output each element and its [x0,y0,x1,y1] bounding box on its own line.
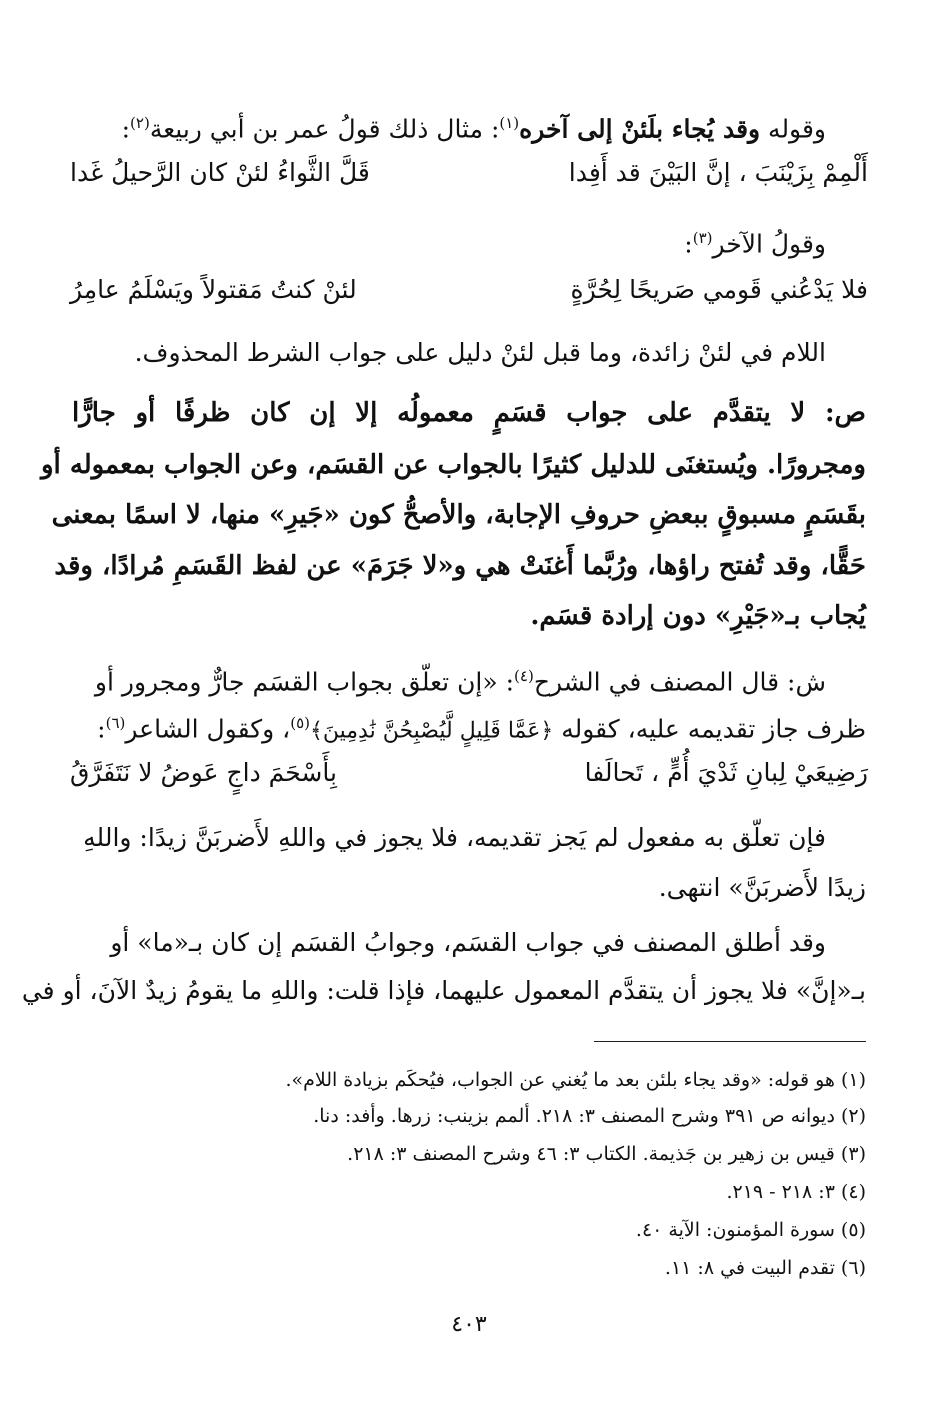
sharh-line-5: زيدًا لأَضربَنَّ» انتهى. [658,873,866,902]
quoted-phrase: وقد يُجاء بلَئنْ إلى آخره [519,114,761,144]
verse-1-hemistich-1: أَلْمِمْ بِزَيْنَبَ ، إنَّ البَيْنَ قد أَفِدا [568,158,868,187]
text-span: : مثال ذلك قولُ عمر بن أبي ربيعة [149,114,500,144]
footnote-1: (١) هو قوله: «وقد يجاء بلئن بعد ما يُغني عن الجواب، فيُحكَم بزيادة اللام». [285,1069,866,1091]
matn-line-4: حَقًّا، وقد تُفتح راؤها، ورُبَّما أَغنَتْ هي و«لا جَرَمَ» عن لفظ القَسَمِ مُرادًا، وقد [54,551,866,581]
matn-line-3: بقَسَمٍ مسبوقٍ ببعضِ حروفِ الإجابة، والأصحُّ كون «جَيرِ» منها، لا اسمًا بمعنى [51,500,866,530]
verse-1-hemistich-2: قَلَّ الثَّواءُ لئنْ كان الرَّحيلُ غَدا [70,158,370,187]
sharh-line-7: بـ«إنَّ» فلا يجوز أن يتقدَّم المعمول عليهما، فإذا قلت: واللهِ ما يقومُ زيدٌ الآنَ، أو في [21,976,866,1005]
footnote-ref-3[interactable]: (٣) [692,229,713,247]
text-span: : [121,114,131,144]
footnote-ref-6[interactable]: (٦) [105,714,126,732]
footnote-separator [594,1041,866,1042]
footnote-ref-4[interactable]: (٤) [514,667,534,685]
quran-verse: ﴿عَمَّا قَلِيلٍ لَّيُصْبِحُنَّ نَٰدِمِينَ﴾ [310,718,554,744]
text-line-1 [72,105,826,147]
page-number: ٤٠٣ [451,1312,487,1337]
text-span: : «إن تعلّق بجواب القسَم جارٌّ ومجرور أو [94,667,515,697]
sharh-line-6: وقد أطلق المصنف في جواب القسَم، وجوابُ القسَم إن كان بـ«ما» أو [110,928,826,957]
text-span: وقولُ الآخر [712,229,826,259]
text-line-3 [72,220,826,262]
footnote-4: (٤) ٣: ٢١٨ - ٢١٩. [726,1181,866,1203]
text-span: ، وكقول الشاعر [125,714,291,744]
sharh-line-2 [72,705,866,749]
verse-1 [70,155,868,191]
footnote-ref-1[interactable]: (١) [499,114,520,132]
text-span: ظرف جاز تقديمه عليه، كقوله [553,714,866,744]
text-span: ش: قال المصنف في الشرح [533,667,826,697]
matn-line-5: يُجاب بـ«جَيْرِ» دون إرادة قسَم. [530,601,866,631]
footnote-5: (٥) سورة المؤمنون: الآية ٤٠. [635,1219,866,1241]
footnote-2: (٢) ديوانه ص ٣٩١ وشرح المصنف ٣: ٢١٨. ألمم بزينب: زرها. وأفد: دنا. [313,1105,866,1127]
text-span: : [97,714,106,744]
sharh-line-4: فإن تعلّق به مفعول لم يَجز تقديمه، فلا يجوز في واللهِ لأَضربَنَّ زيدًا: واللهِ [83,823,826,852]
matn-line-1: ص: لا يتقدَّم على جواب قسَمٍ معمولُه إلا إن كان ظرفًا أو جارًّا [72,398,866,428]
verse-2-hemistich-2: لئنْ كنتُ مَقتولاً ويَسْلَمُ عامِرُ [70,275,357,304]
verse-3-hemistich-1: رَضِيعَيْ لِبانِ ثَدْيَ أُمٍّ ، تَحالَفا [584,758,868,787]
verse-2-hemistich-1: فلا يَدْعُني قَومي صَريحًا لِحُرَّةٍ [570,275,868,304]
footnote-6: (٦) تقدم البيت في ٨: ١١. [664,1257,866,1279]
text-line-5: اللام في لئنْ زائدة، وما قبل لئنْ دليل على جواب الشرط المحذوف. [134,338,826,367]
verse-2 [70,272,868,308]
sharh-line-1 [72,658,826,700]
footnote-ref-2[interactable]: (٢) [130,114,150,132]
footnote-ref-5[interactable]: (٥) [290,714,310,732]
verse-3 [70,755,868,791]
matn-line-2: ومجرورًا. ويُستغنَى للدليل كثيرًا بالجواب عن القسَم، وعن الجواب بمعموله أو [40,450,866,480]
text-span: : [684,229,693,259]
verse-3-hemistich-2: بِأَسْحَمَ داجٍ عَوضُ لا نَتَفَرَّقُ [70,758,337,787]
footnote-3: (٣) قيس بن زهير بن جَذيمة. الكتاب ٣: ٤٦ وشرح المصنف ٣: ٢١٨. [347,1143,866,1165]
text-span: وقوله [760,114,826,144]
